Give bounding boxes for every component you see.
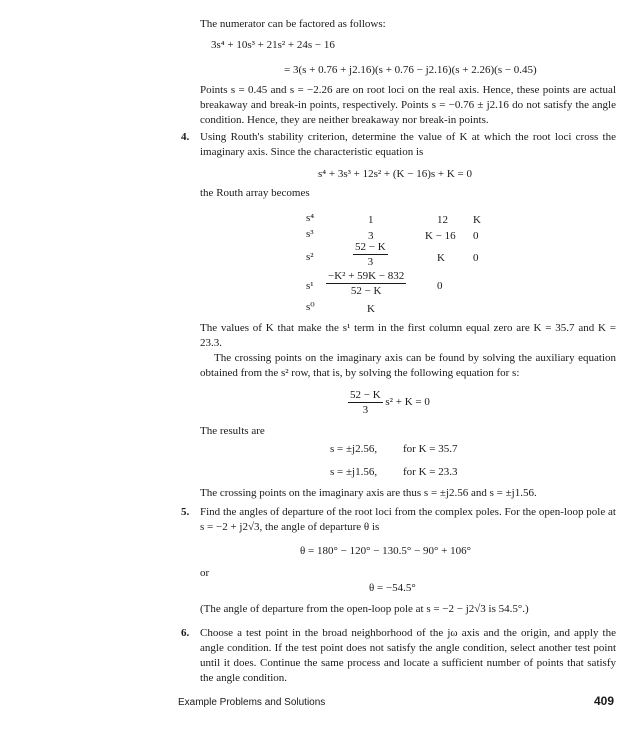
fraction-numerator: −K² + 59K − 832 xyxy=(328,270,405,282)
item-6-text: Choose a test point in the broad neighborhood of the jω axis and the origin, and apply the angle condition. If the test point does not satisfy the angle condition, select another test point until it does. Continue the same process and locate a sufficient number of points that satisfy the angle condition. xyxy=(200,627,616,684)
auxiliary-equation xyxy=(348,388,430,417)
aux-equation-rest: s² + K = 0 xyxy=(385,396,430,409)
routh-label-s4: s⁴ xyxy=(306,212,315,224)
factored-expression: = 3(s + 0.76 + j2.16)(s + 0.76 − j2.16)(s + 2.26)(s − 0.45) xyxy=(284,64,537,76)
crossing-paragraph: The crossing points on the imaginary axis can be found by solving the auxiliary equation obtained from the s² row, that is, by solving the following equation for s: xyxy=(200,352,616,379)
item-6-number: 6. xyxy=(181,627,190,639)
routh-cell: 1 xyxy=(368,214,374,226)
departure-equation: θ = 180° − 120° − 130.5° − 90° + 106° xyxy=(300,545,472,557)
or-text: or xyxy=(200,567,210,579)
fraction-numerator: 52 − K xyxy=(350,389,381,401)
characteristic-equation: s⁴ + 3s³ + 12s² + (K − 16)s + K = 0 xyxy=(318,168,472,180)
routh-fraction-cell xyxy=(326,269,406,298)
page-number: 409 xyxy=(593,694,614,708)
routh-cell: K xyxy=(367,303,375,315)
values-paragraph: The values of K that make the s¹ term in the first column equal zero are K = 35.7 and K = 23.3. xyxy=(200,322,616,349)
routh-intro: the Routh array becomes xyxy=(200,187,310,199)
routh-label-s3: s³ xyxy=(306,228,314,240)
footer-section-title: Example Problems and Solutions xyxy=(178,697,326,708)
fraction-denominator: 3 xyxy=(367,256,374,268)
result-1-condition: for K = 35.7 xyxy=(403,443,458,455)
departure-note: (The angle of departure from the open-loop pole at s = −2 − j2√3 is 54.5°.) xyxy=(200,603,529,615)
item-4-text: Using Routh's stability criterion, determine the value of K at which the root loci cross the imaginary axis. Since the characteristic equation is xyxy=(200,131,616,158)
intro-text: The numerator can be factored as follows: xyxy=(200,18,386,30)
item-4-number: 4. xyxy=(181,131,190,143)
routh-cell: K − 16 xyxy=(425,230,456,242)
routh-label-s1: s¹ xyxy=(306,280,314,292)
routh-fraction-cell xyxy=(353,240,388,269)
item-5-text: Find the angles of departure of the root loci from the complex poles. For the open-loop pole at s = −2 + j2√3, the angle of departure θ is xyxy=(200,506,616,533)
routh-cell: K xyxy=(437,252,445,264)
routh-cell: K xyxy=(473,214,481,226)
routh-label-s0: s⁰ xyxy=(306,301,315,313)
numerator-expression: 3s⁴ + 10s³ + 21s² + 24s − 16 xyxy=(211,39,335,51)
result-2-condition: for K = 23.3 xyxy=(403,466,458,478)
routh-label-s2: s² xyxy=(306,251,314,263)
item-5-number: 5. xyxy=(181,506,190,518)
routh-cell: 0 xyxy=(473,252,479,264)
fraction-denominator: 3 xyxy=(362,404,369,416)
result-1: s = ±j2.56, xyxy=(330,443,378,455)
departure-result: θ = −54.5° xyxy=(369,582,416,594)
result-2: s = ±j1.56, xyxy=(330,466,378,478)
points-paragraph: Points s = 0.45 and s = −2.26 are on root loci on the real axis. Hence, these points are actual breakaway and break-in points, respectively. Points s = −0.76 ± j2.16 do not satisfy the angle condition. Hence, they are neither breakaway nor break-in points. xyxy=(200,84,616,126)
fraction-numerator: 52 − K xyxy=(355,241,386,253)
crossing-result: The crossing points on the imaginary axis are thus s = ±j2.56 and s = ±j1.56. xyxy=(200,487,537,499)
results-intro: The results are xyxy=(200,425,265,437)
fraction-denominator: 52 − K xyxy=(350,285,382,297)
routh-cell: 0 xyxy=(437,280,443,292)
routh-cell: 12 xyxy=(437,214,448,226)
routh-cell: 0 xyxy=(473,230,479,242)
routh-cell: 3 xyxy=(368,230,374,242)
